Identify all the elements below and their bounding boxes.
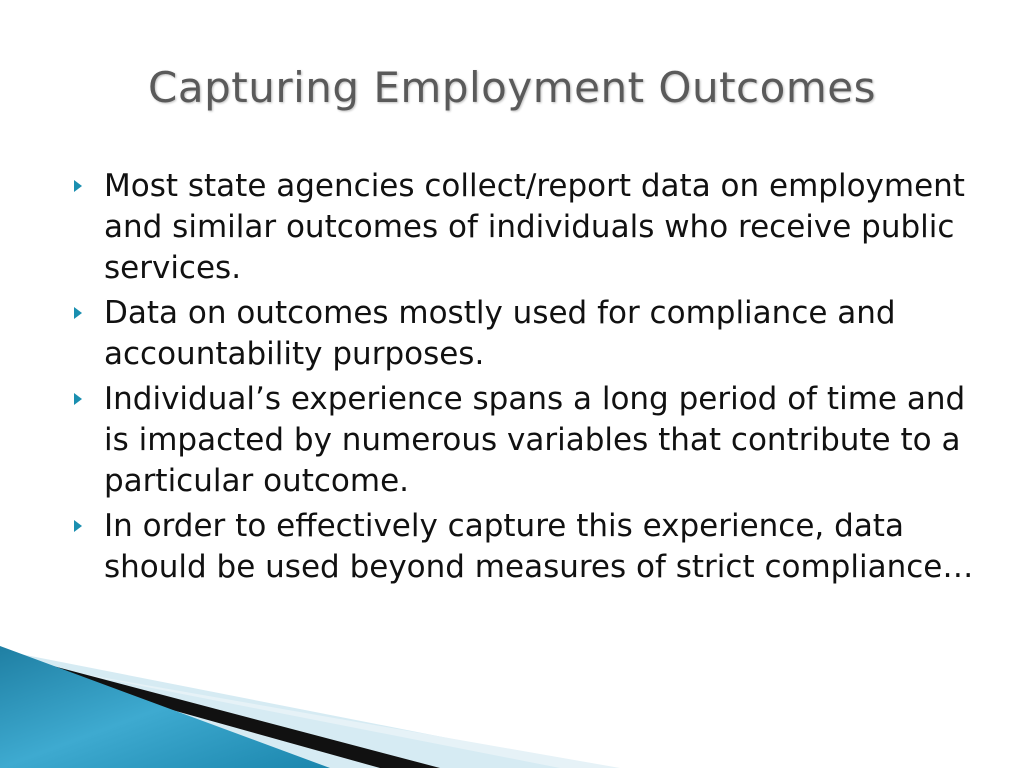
bullet-list bbox=[74, 166, 979, 592]
triangle-right-icon bbox=[74, 180, 82, 192]
triangle-right-icon bbox=[74, 307, 82, 319]
bullet-item bbox=[74, 379, 979, 502]
bullet-text: Individual’s experience spans a long period of time and is impacted by numerous variables that contribute to a particular outcome. bbox=[104, 381, 966, 499]
bullet-item bbox=[74, 506, 979, 588]
slide-title: Capturing Employment Outcomes bbox=[148, 63, 876, 112]
bullet-item bbox=[74, 166, 979, 289]
bullet-text: Data on outcomes mostly used for compliance and accountability purposes. bbox=[104, 295, 896, 372]
triangle-right-icon bbox=[74, 520, 82, 532]
bullet-text: In order to effectively capture this experience, data should be used beyond measures of strict compliance… bbox=[104, 508, 974, 585]
triangle-right-icon bbox=[74, 393, 82, 405]
corner-swoosh-decoration bbox=[0, 640, 1024, 768]
bullet-item bbox=[74, 293, 979, 375]
bullet-text: Most state agencies collect/report data on employment and similar outcomes of individuals who receive public services. bbox=[104, 168, 965, 286]
